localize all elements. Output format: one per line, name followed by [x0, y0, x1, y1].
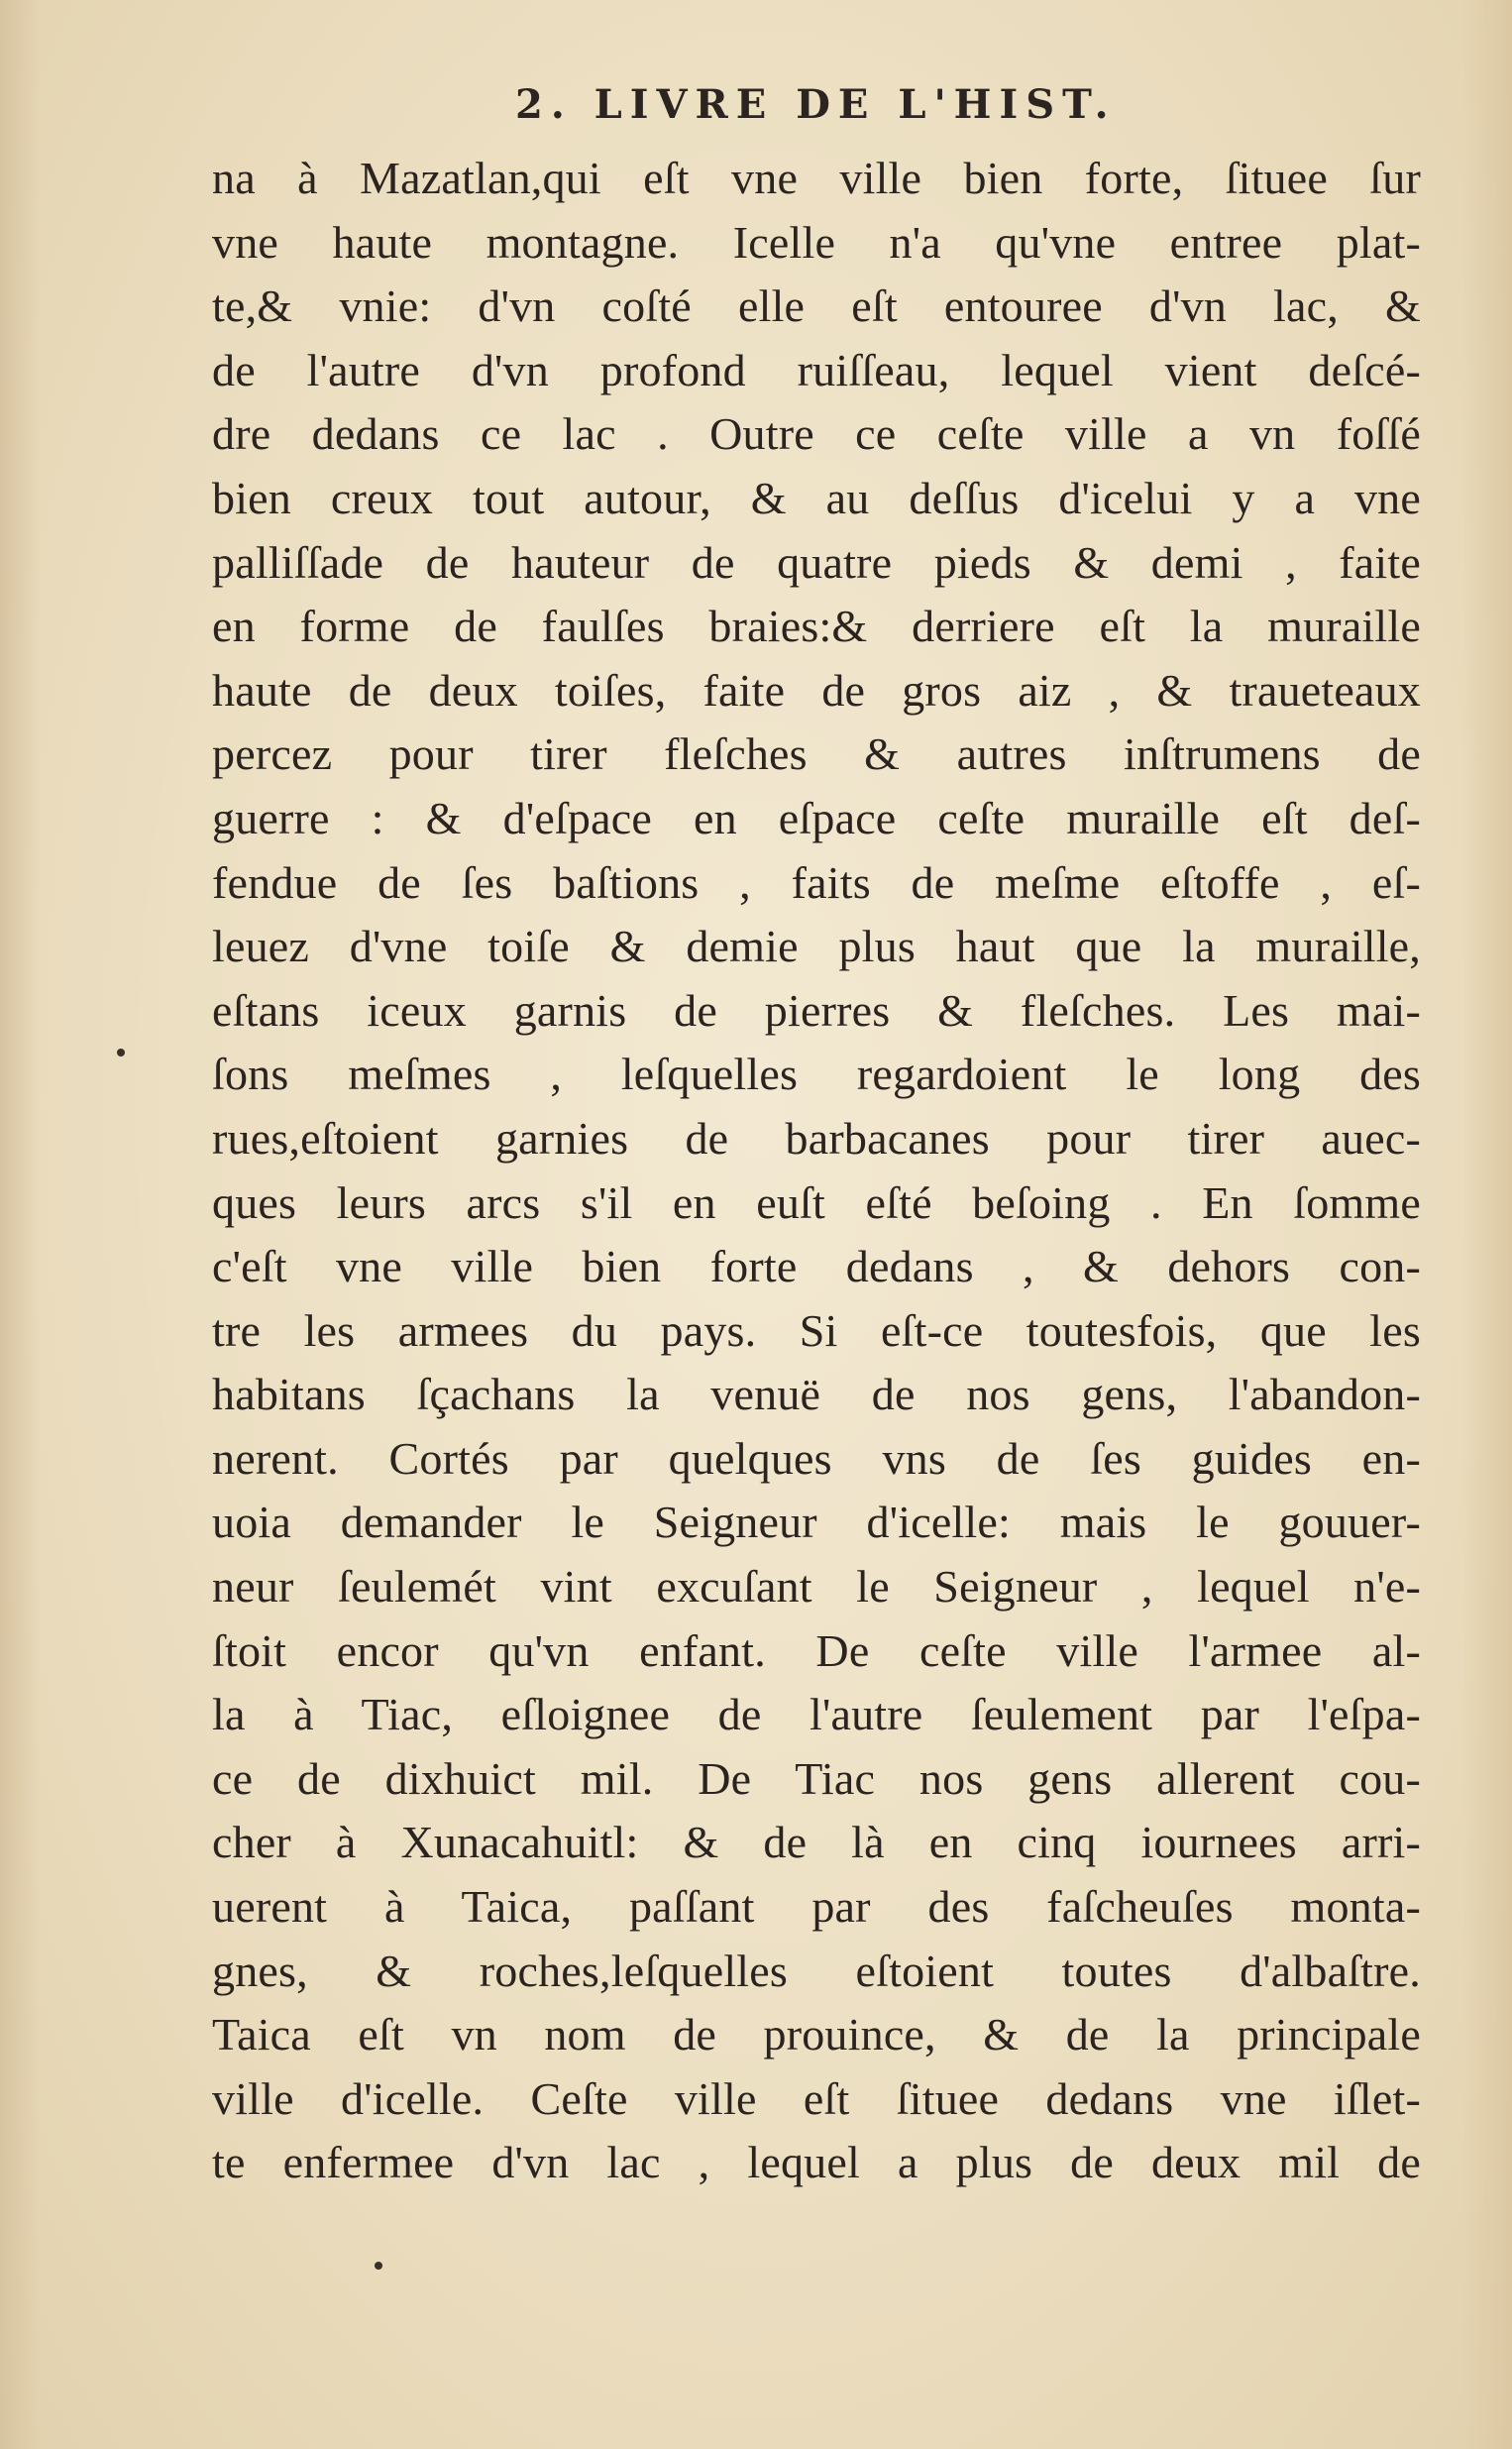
text-line: palliſſade de hauteur de quatre pieds & demi , faite: [212, 536, 1421, 588]
text-line: te,& vnie: d'vn coſté elle eſt entouree d'vn lac, &: [212, 280, 1421, 332]
text-line: percez pour tirer fleſches & autres inſtrumens de: [212, 728, 1421, 780]
text-line: de l'autre d'vn profond ruiſſeau, lequel vient deſcé-: [212, 344, 1421, 395]
text-line: tre les armees du pays. Si eſt-ce toutesfois, que les: [212, 1304, 1421, 1356]
text-line: en forme de faulſes braies:& derriere eſt la muraille: [212, 601, 1421, 652]
text-line: eſtans iceux garnis de pierres & fleſches. Les mai-: [212, 984, 1421, 1036]
body-text: [212, 147, 1421, 2195]
text-line: leuez d'vne toiſe & demie plus haut que la muraille,: [212, 921, 1421, 972]
text-line: rues,eſtoient garnies de barbacanes pour tirer auec-: [212, 1112, 1421, 1164]
text-line: la à Tiac, eſloignee de l'autre ſeulement par l'eſpa-: [212, 1689, 1421, 1740]
text-line: cher à Xunacahuitl: & de là en cinq iournees arri-: [212, 1817, 1421, 1868]
running-head: 2. LIVRE DE L'HIST.: [515, 81, 1117, 128]
text-line: na à Mazatlan,qui eſt vne ville bien forte, ſituee ſur: [212, 153, 1421, 203]
text-line: Taica eſt vn nom de prouince, & de la principale: [212, 2009, 1421, 2060]
text-line: gnes, & roches,leſquelles eſtoient toutes d'albaſtre.: [212, 1945, 1421, 1996]
text-line: uerent à Taica, paſſant par des faſcheuſes monta-: [212, 1881, 1421, 1933]
text-line: ques leurs arcs s'il en euſt eſté beſoing . En ſomme: [212, 1176, 1421, 1228]
text-line: dre dedans ce lac . Outre ce ceſte ville a vn foſſé: [212, 408, 1421, 460]
ink-speck: [375, 2262, 382, 2270]
text-line: habitans ſçachans la venuë de nos gens, l'abandon-: [212, 1369, 1421, 1420]
text-line: vne haute montagne. Icelle n'a qu'vne entree plat-: [212, 216, 1421, 268]
text-line: ſons meſmes , leſquelles regardoient le long des: [212, 1049, 1421, 1100]
ink-speck: [117, 1049, 125, 1057]
text-line: nerent. Cortés par quelques vns de ſes guides en-: [212, 1432, 1421, 1484]
text-line: fendue de ſes baſtions , faits de meſme eſtoffe , eſ-: [212, 856, 1421, 908]
text-line: bien creux tout autour, & au deſſus d'icelui y a vne: [212, 472, 1421, 523]
text-line: uoia demander le Seigneur d'icelle: mais le gouuer-: [212, 1497, 1421, 1548]
text-line: ſtoit encor qu'vn enfant. De ceſte ville l'armee al-: [212, 1624, 1421, 1676]
text-line: neur ſeulemét vint excuſant le Seigneur , lequel n'e-: [212, 1561, 1421, 1613]
text-line: ce de dixhuict mil. De Tiac nos gens allerent cou-: [212, 1752, 1421, 1804]
text-line: guerre : & d'eſpace en eſpace ceſte muraille eſt deſ-: [212, 792, 1421, 843]
text-line: c'eſt vne ville bien forte dedans , & dehors con-: [212, 1241, 1421, 1292]
text-line: te enfermee d'vn lac , lequel a plus de deux mil de: [212, 2137, 1421, 2188]
text-line: ville d'icelle. Ceſte ville eſt ſituee dedans vne iſlet-: [212, 2072, 1421, 2124]
text-line: haute de deux toiſes, faite de gros aiz , & traueteaux: [212, 664, 1421, 716]
